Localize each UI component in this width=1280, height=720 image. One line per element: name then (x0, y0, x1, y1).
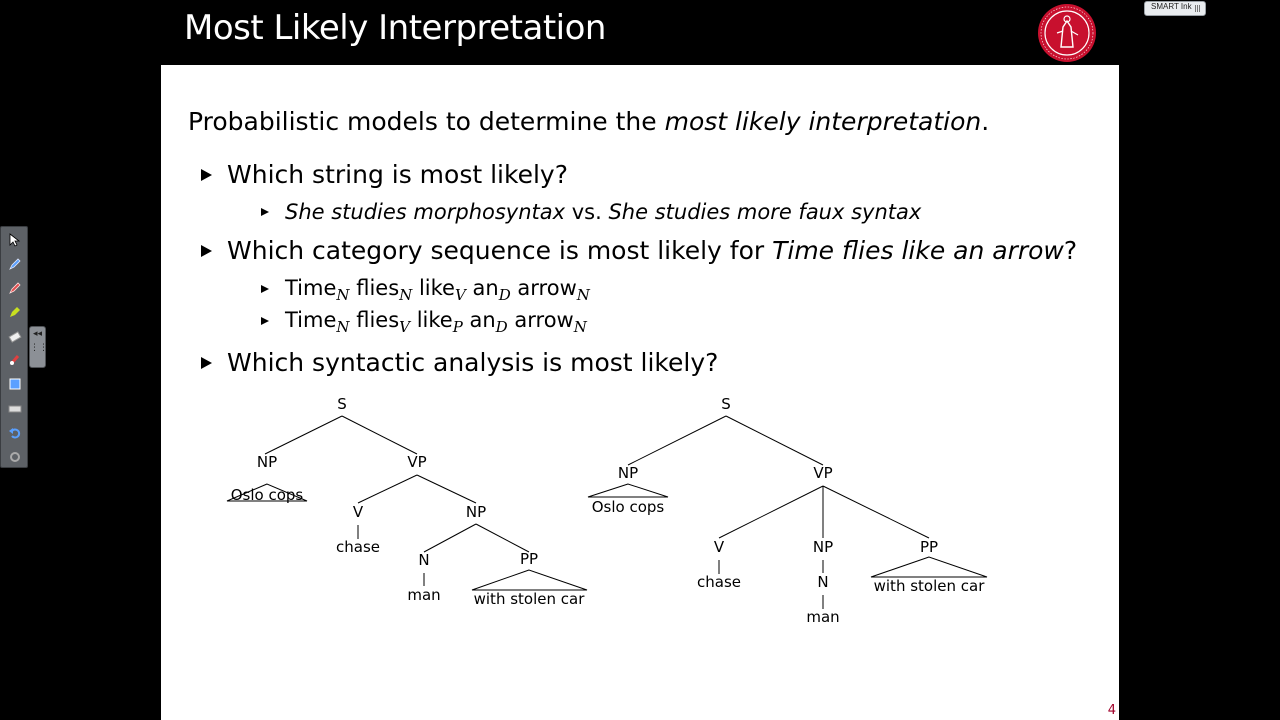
ink-tools-sidebar (0, 226, 28, 468)
undo-icon[interactable] (5, 423, 24, 442)
tree2-node-vp: VP (813, 464, 833, 482)
clear-ink-icon[interactable] (5, 350, 24, 369)
tag: V (454, 286, 466, 304)
capture-icon[interactable] (5, 374, 24, 393)
page-number: 4 (1107, 703, 1116, 718)
example-b: She studies more faux syntax (608, 200, 922, 224)
smart-ink-label: SMART Ink (1151, 2, 1192, 11)
tree1-word-man: man (407, 586, 441, 604)
question-string: Which string is most likely? (227, 160, 568, 189)
tag: N (576, 286, 590, 304)
tree1-node-np2: NP (465, 503, 487, 521)
intro-suffix: . (981, 107, 990, 136)
word: arrow (517, 276, 577, 300)
tree1-node-np: NP (256, 453, 278, 471)
tag: V (399, 318, 410, 336)
tree1-node-v: V (352, 503, 364, 521)
slide-content (161, 65, 1119, 720)
word: Time (285, 308, 337, 332)
question-syntax: Which syntactic analysis is most likely? (227, 348, 719, 377)
word: an (472, 276, 499, 300)
collapse-toolbar-button[interactable]: ◂◂ ⋮⋮ (29, 326, 46, 368)
tag: N (573, 318, 587, 336)
word: like (418, 276, 455, 300)
q2-emphasis: Time flies like an arrow (772, 236, 1064, 265)
tree1-node-pp: PP (519, 550, 539, 568)
tree1-np-text: Oslo cops (230, 486, 304, 504)
keyboard-icon[interactable] (5, 399, 24, 418)
tag: N (336, 286, 350, 304)
q2-prefix: Which category sequence is most likely for (227, 236, 773, 265)
word: arrow (514, 308, 574, 332)
tree1-pp-text: with stolen car (473, 590, 585, 608)
tag: D (495, 318, 508, 336)
tag: D (498, 286, 511, 304)
pen-icon[interactable] (5, 278, 24, 297)
tree1-word-chase: chase (336, 538, 380, 556)
tag: P (452, 318, 463, 336)
tree1-node-n: N (418, 551, 430, 569)
parse-trees (161, 65, 1119, 720)
q2-suffix: ? (1063, 236, 1078, 265)
tree2-pp-text: with stolen car (873, 577, 985, 595)
tree2-word-chase: chase (697, 573, 741, 591)
intro-prefix: Probabilistic models to determine the (188, 107, 665, 136)
tree1-node-vp: VP (407, 453, 427, 471)
university-of-oslo-seal-icon (1037, 3, 1097, 63)
word: like (416, 308, 453, 332)
pen-icon[interactable] (5, 254, 24, 273)
smart-ink-toolbar[interactable] (1144, 1, 1206, 16)
tree2-node-np: NP (617, 464, 639, 482)
versus-label: vs. (565, 200, 609, 224)
word: flies (356, 276, 400, 300)
tree2-word-man: man (806, 608, 840, 626)
tree1-node-s: S (337, 395, 347, 413)
tag: N (336, 318, 350, 336)
example-a: She studies morphosyntax (285, 200, 566, 224)
word: Time (285, 276, 337, 300)
word: an (469, 308, 496, 332)
tag: N (399, 286, 413, 304)
drag-handle-icon[interactable] (1195, 5, 1201, 12)
settings-icon[interactable] (5, 447, 24, 466)
tree2-node-n: N (817, 573, 829, 591)
tree2-node-s: S (721, 395, 731, 413)
slide-title: Most Likely Interpretation (184, 8, 606, 48)
eraser-icon[interactable] (5, 326, 24, 345)
tree2-np-text: Oslo cops (591, 498, 665, 516)
highlighter-icon[interactable] (5, 302, 24, 321)
tree2-node-v: V (713, 538, 725, 556)
word: flies (356, 308, 400, 332)
tree2-node-pp: PP (919, 538, 939, 556)
select-arrow-icon[interactable] (5, 230, 24, 249)
tree2-node-np2: NP (812, 538, 834, 556)
intro-emphasis: most likely interpretation (664, 107, 982, 136)
